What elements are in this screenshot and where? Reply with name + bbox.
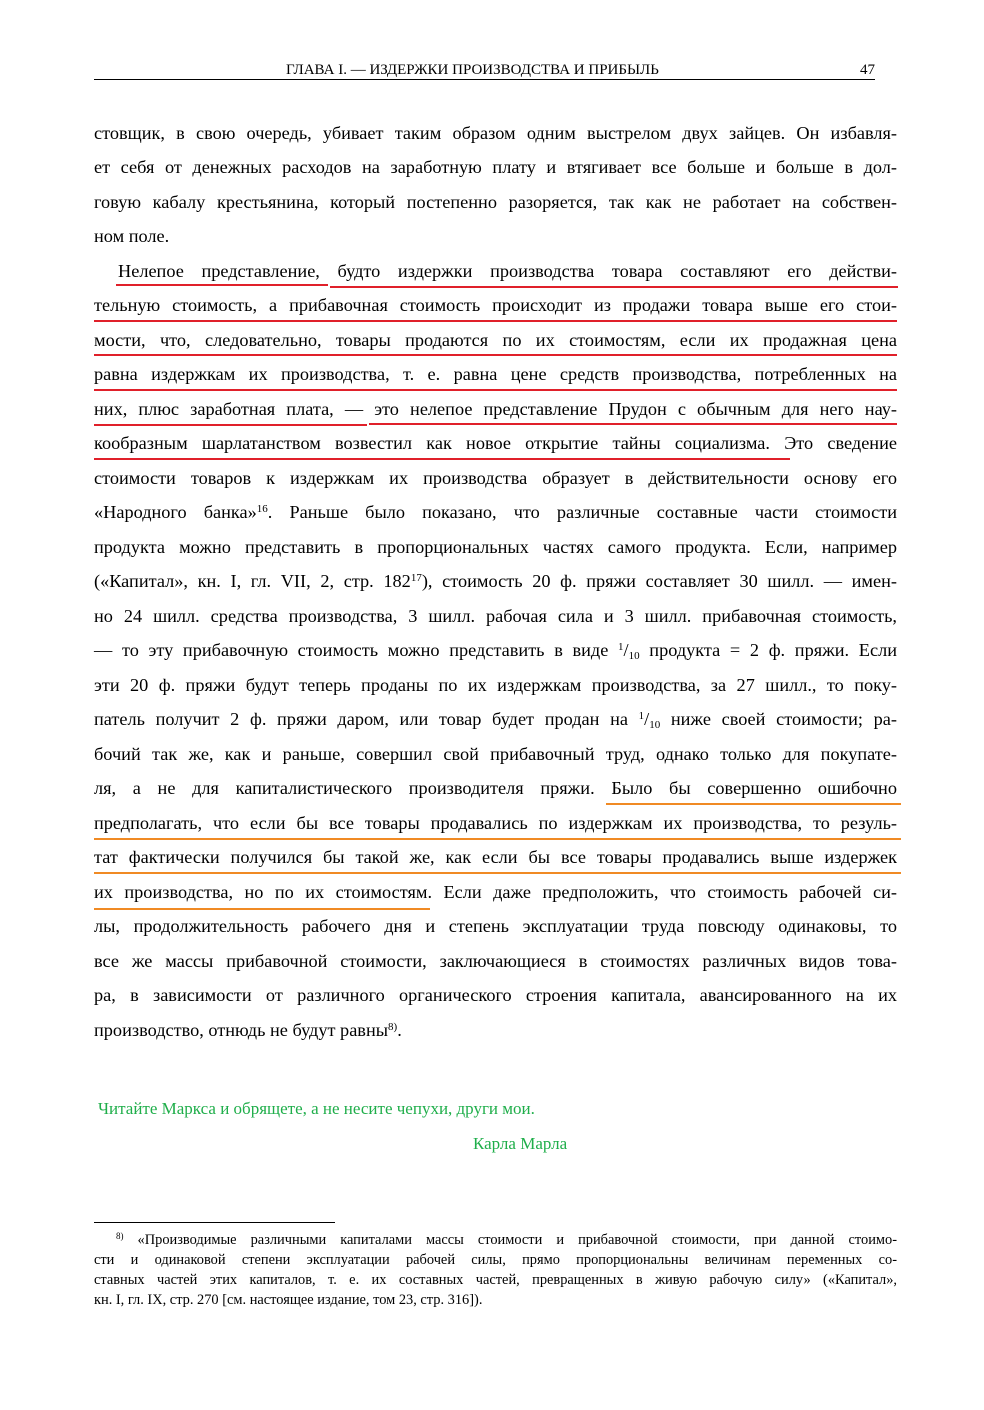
footnote-marker: 8)	[116, 1231, 124, 1241]
text-line: их производства, но по их стоимостям. Если даже предположить, что стоимость рабочей си-	[94, 882, 897, 902]
orange-underline	[94, 908, 430, 910]
text-line	[94, 635, 897, 665]
fraction-denominator: 10	[628, 650, 640, 662]
red-underline	[94, 458, 338, 460]
text-line: них, плюс заработная плата, — это нелепое представление Прудон с обычным для него нау-	[94, 399, 897, 419]
fraction-denominator: 10	[649, 719, 661, 731]
red-underline	[94, 354, 897, 356]
text-line: лы, продолжительность рабочего дня и степень эксплуатации труда повсюду одинаковы, то	[94, 916, 897, 936]
footnote-rule	[94, 1222, 335, 1223]
text-line: ет себя от денежных расходов на заработную плату и втягивает все больше и больше в дол-	[94, 157, 897, 177]
text-line: все же массы прибавочной стоимости, заключающиеся в стоимостях различных видов това-	[94, 951, 897, 971]
red-underline	[94, 424, 367, 426]
footnote-line: сти и одинаковой степени эксплуатации рабочей силы, прямо пропорциональны величинам переменных со-	[94, 1252, 897, 1268]
red-underline	[330, 286, 898, 288]
footnote-ref: 17	[410, 572, 422, 584]
text-line: мости, что, следовательно, товары продаются по их стоимостям, если их продажная цена	[94, 330, 897, 350]
footnote-line: кн. I, гл. IX, стр. 270 [см. настоящее издание, том 23, стр. 316]).	[94, 1292, 483, 1308]
footnote-ref: 8)	[388, 1021, 398, 1033]
text-span: . Раньше было показано, что различные составные части стоимости	[267, 502, 897, 522]
text-line: ном поле.	[94, 226, 170, 246]
text-span: «Производимые различными капиталами массы стоимости и прибавочной стоимости, при данной стоимо-	[123, 1232, 897, 1248]
text-span: ниже своей стоимости; ра-	[660, 709, 897, 729]
page-number: 47	[860, 62, 875, 78]
text-line: ля, а не для капиталистического производителя пряжи. Было бы совершенно ошибочно	[94, 778, 897, 798]
text-span: — то эту прибавочную стоимость можно представить в виде	[94, 640, 619, 660]
text-span: производство, отнюдь не будут равны	[94, 1020, 389, 1040]
fraction-numerator: 1	[618, 641, 624, 653]
red-underline	[369, 423, 897, 425]
running-header	[94, 61, 875, 80]
orange-underline	[94, 838, 901, 840]
text-span: ), стоимость 20 ф. пряжи составляет 30 шилл. — имен-	[421, 571, 897, 591]
text-line: тельную стоимость, а прибавочная стоимость происходит из продажи товара выше его стои-	[94, 295, 897, 315]
text-line: тат фактически получился бы такой же, как если бы все товары продавались выше издержек	[94, 847, 897, 867]
fraction-slash: /	[623, 640, 629, 660]
footnote-line: ставных частей этих капиталов, т. е. их составных частей, превращенных в живую рабочую силу» («Капитал»,	[94, 1272, 897, 1288]
fraction-slash: /	[644, 709, 650, 729]
annotation-text: Читайте Маркса и обрящете, а не несите чепухи, други мои.	[98, 1099, 535, 1118]
text-line	[94, 704, 897, 734]
text-span: «Народного банка»	[94, 502, 257, 522]
text-span: .	[397, 1020, 402, 1040]
red-underline	[94, 389, 897, 391]
text-line: предполагать, что если бы все товары продавались по издержкам их производства, то резуль-	[94, 813, 897, 833]
fraction-numerator: 1	[638, 710, 645, 722]
text-line: но 24 шилл. средства производства, 3 шилл. рабочая сила и 3 шилл. прибавочная стоимость,	[94, 606, 897, 626]
text-line: стоимости товаров к издержкам их производства образует в действительности основу его	[94, 468, 897, 488]
text-line: Нелепое представление, будто издержки производства товара составляют его действи-	[118, 261, 897, 281]
footnote-ref: 16	[256, 503, 268, 515]
text-line: кообразным шарлатанством возвестил как новое открытие тайны социализма. Это сведение	[94, 433, 897, 453]
footnote-line	[116, 1231, 897, 1250]
text-line: эти 20 ф. пряжи будут теперь проданы по их издержкам производства, за 27 шилл., то поку-	[94, 675, 897, 695]
text-span: продукта = 2 ф. пряжи. Если	[639, 640, 897, 660]
text-line: равна издержкам их производства, т. е. равна цене средств производства, потребленных на	[94, 364, 897, 384]
text-line: говую кабалу крестьянина, который постепенно разоряется, так как не работает на собствен-	[94, 192, 897, 212]
chapter-title: ГЛАВА I. — ИЗДЕРЖКИ ПРОИЗВОДСТВА И ПРИБЫЛЬ	[286, 62, 659, 78]
text-line	[94, 1015, 897, 1045]
text-line	[94, 566, 897, 596]
red-underline	[116, 284, 328, 286]
red-underline	[338, 458, 790, 460]
text-line: ра, в зависимости от различного органического строения капитала, авансированного на их	[94, 985, 897, 1005]
text-span: патель получит 2 ф. пряжи даром, или товар будет продан на	[94, 709, 639, 729]
text-line: бочий так же, как и раньше, совершил свой прибавочный труд, однако только для покупате-	[94, 744, 897, 764]
text-line	[94, 497, 897, 527]
text-line: стовщик, в свою очередь, убивает таким образом одним выстрелом двух зайцев. Он избавля-	[94, 123, 897, 143]
text-line: продукта можно представить в пропорциональных частях самого продукта. Если, например	[94, 537, 897, 557]
text-span: («Капитал», кн. I, гл. VII, 2, стр. 182	[94, 571, 411, 591]
red-underline	[94, 320, 897, 322]
orange-underline	[94, 872, 901, 874]
orange-underline	[606, 803, 901, 805]
annotation-signature: Карла Марла	[473, 1134, 568, 1153]
